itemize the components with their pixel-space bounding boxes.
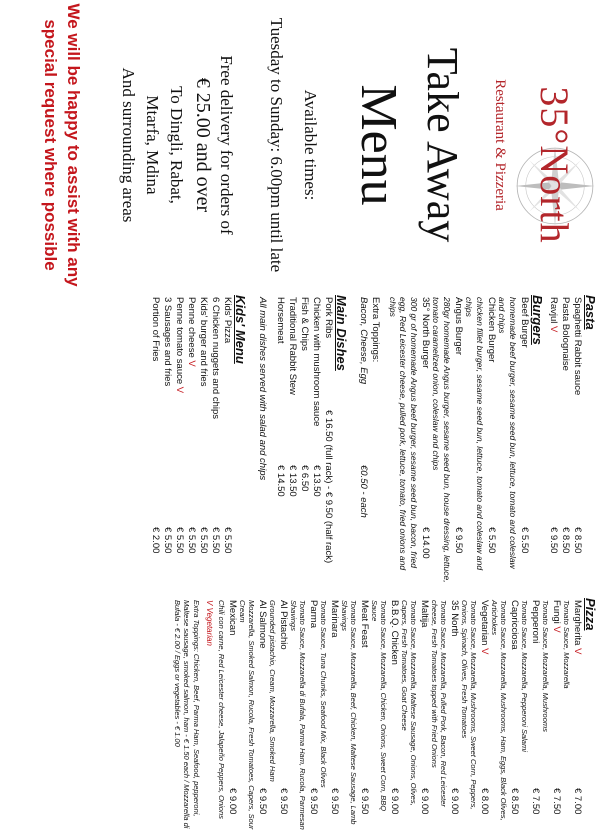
menu-item [547, 295, 559, 587]
item-description: Tomato Sauce, Tuna Chunks, Seafood Mix, Black Olives [319, 600, 328, 788]
item-name: Meat Feast [359, 600, 370, 648]
item-description: Tomato Sauce, Mozzarella, Chicken, Onions, Sweet Corn, BBQ Sauce [370, 600, 388, 812]
item-name: 35 North [449, 600, 460, 637]
take-away-heading: Take Away [418, 47, 467, 243]
pizza-list [217, 598, 583, 835]
opening-days: Tuesday to Sunday: 6.00pm until late [267, 17, 286, 273]
item-price: € 9.00 [419, 788, 430, 815]
pizza-item [550, 598, 562, 835]
item-name: Spaghetti Rabbit sauce [572, 297, 583, 396]
item-price: € 14.00 [420, 527, 431, 559]
item-price: € 5.50 [174, 527, 186, 554]
menu-heading: Menu [350, 84, 407, 206]
item-price: € 6.50 [299, 465, 311, 492]
delivery-line: To Dingli, Rabat, [167, 86, 186, 204]
pizza-item [358, 598, 370, 835]
menu-item [186, 295, 198, 587]
item-name: Marinara [329, 600, 340, 638]
item-price: € 5.50 [222, 527, 234, 554]
pizza-item [328, 598, 340, 835]
assist-line: special request where possible [41, 19, 60, 271]
item-description: Tomato Sauce, Mozzarella, Mushrooms [541, 600, 550, 732]
main-dishes-title: Main Dishes [334, 295, 350, 371]
item-name: 6 Chicken nuggets and chips [210, 297, 222, 419]
item-price: € 9.50 [548, 527, 559, 554]
item-name: Parma [308, 600, 319, 628]
item-description: Mozzarella, Smoked Salmon, Rucola, Fresh Tomatoes, Capers, Sour Cream [238, 600, 256, 830]
item-price: € 13.50 [311, 465, 323, 497]
menu-item [150, 295, 162, 587]
item-name: Kids' burger and fries [198, 297, 210, 387]
item-name: Vegetarian [479, 600, 490, 646]
item-description: Tomato Sauce, Mozzarella, Mushrooms, Sweet Corn, Peppers, Onions, Spinach, Olives, Fresh Tomatoes [460, 600, 478, 810]
delivery-line: € 25.00 and over [192, 77, 214, 213]
menu-item [222, 295, 234, 587]
item-name: B.B.Q. Chicken [389, 600, 400, 665]
item-name: Horsemeat [275, 297, 287, 344]
pizza-item [277, 598, 289, 835]
item-price: € 7.50 [551, 788, 562, 815]
pizza-item [307, 598, 319, 835]
pizza-panel [0, 598, 600, 835]
extra-toppings-label: Extra Toppings: [370, 297, 382, 363]
item-price: € 9.50 [359, 788, 370, 815]
item-name: 3 Sausages and fries [162, 297, 174, 387]
extra-toppings-row [358, 295, 370, 587]
item-description: Chili con carne, Red Leicester cheese, Jalapeño Peppers, Onions [217, 600, 226, 819]
menu-item [485, 295, 497, 587]
item-price: € 8.50 [572, 527, 583, 554]
pizza-extra-toppings: Extra Toppings: Chicken, Beef, Parma Ham, Seafood, pepperoni, Maltese sausage, smoked salmon, ham - € 1.50 each / Mozzarella di Bufala - € 2.00 / Eggs or vegetables - € 1.00 [173, 600, 201, 829]
brand-subtitle: Restaurant & Pizzeria [492, 79, 508, 211]
menu-item [174, 295, 186, 587]
item-price: € 13.50 [287, 465, 299, 497]
menu-item [518, 295, 530, 587]
menu-item [571, 295, 583, 587]
item-description: Tomato Sauce, Mozzarella, Mushrooms, Ham, Eggs, Black Olives, Artichokes [490, 600, 508, 821]
item-name: 35° North Burger [420, 297, 431, 369]
item-description: chicken fillet burger, sesame seed bun, lettuce, tomato and coleslaw and chips [464, 297, 485, 571]
item-description: 300 gr of homemade Angus beef burger, sesame seed bun, bacon, fried egg, Red Leicester cheese, pulled pork, lettuce, tomato, fried onions and chips [388, 297, 419, 571]
item-price: € 9.00 [449, 788, 460, 815]
item-price: € 16.50 (full rack) - € 9.50 (half rack) [323, 410, 335, 564]
item-name: Margherita [572, 600, 583, 646]
item-description: Tomato Sauce, Mozzarella, Beef, Chicken, Maltese Sausage, Lamb Shavings [340, 600, 358, 825]
delivery-line: And surrounding areas [119, 67, 138, 223]
item-description: Tomato Sauce, Mozzarella, Pulled Pork, Bacon, Red Leicester cheese, Fresh Tomatoes topped with Fried Onions [430, 600, 448, 807]
menu-item [287, 295, 299, 587]
item-price: € 8.50 [560, 527, 571, 554]
pizza-item [448, 598, 460, 835]
item-description: 280gr homemade Angus burger, sesame seed bun, house dressing, lettuce, tomato caramelized onion, coleslaw and chips [431, 297, 452, 583]
item-name: Al Salmone [257, 600, 268, 649]
menu-item [419, 295, 431, 587]
delivery-line: Mtarfa, Mdina [143, 95, 162, 195]
item-price: € 9.50 [453, 527, 464, 554]
vegetarian-mark: V [548, 326, 559, 333]
brand-name: 35°North [532, 86, 577, 244]
item-name: Capricciosa [509, 600, 520, 650]
item-name: Fungi [551, 600, 562, 624]
item-name: Mexican [227, 600, 238, 636]
menu-item [559, 295, 571, 587]
vegetarian-mark: V [479, 648, 490, 655]
pizza-item [508, 598, 520, 835]
item-price: € 8.00 [479, 788, 490, 815]
special-request-note [39, 0, 85, 290]
pizza-title: Pizza [583, 598, 598, 631]
middle-menu-panel [0, 295, 600, 587]
pizza-item [571, 598, 583, 835]
item-description: Grounded pistachio, Cream, Mozzarella, Smoked Ham [268, 600, 277, 782]
pizza-item [478, 598, 490, 835]
menu-item [452, 295, 464, 587]
item-price: € 5.50 [162, 527, 174, 554]
menu-item [299, 295, 311, 587]
item-description: Tomato Sauce, Mozzarella di Bufala, Parma Ham, Rucola, Parmesan Shavings [289, 600, 307, 830]
item-name: Traditional Rabbit Stew [287, 297, 299, 395]
main-dishes-note: All main dishes served with salad and chips [257, 297, 269, 481]
menu-item [275, 295, 287, 587]
menu-item [162, 295, 174, 587]
item-price: € 9.50 [308, 788, 319, 815]
item-price: € 7.50 [530, 788, 541, 815]
item-description: Tomato Sauce, Mozzarella, Maltese Sausage, Onions, Olives, Capers, Fresh Tomatoes, Goat Cheese [400, 600, 418, 806]
item-price: € 8.50 [509, 788, 520, 815]
kids-menu-title: Kids' Menu [233, 295, 249, 364]
extra-toppings-items: Bacon, Cheese, Egg [358, 297, 370, 385]
item-price: € 14.50 [275, 465, 287, 497]
item-description: homemade beef burger, sesame seed bun, lettuce, tomato and coleslaw and chips [497, 297, 518, 569]
item-name: Beef Burger [519, 297, 530, 348]
item-price: € 5.50 [210, 527, 222, 554]
cover-panel [0, 0, 600, 290]
item-price: € 2.00 [150, 527, 162, 554]
item-description: Tomato Sauce, Mozzarella [562, 600, 571, 689]
menu-item [210, 295, 222, 587]
item-price: € 9.00 [227, 788, 238, 815]
vegetarian-key: V Vegetarian [205, 600, 214, 646]
item-price: € 5.50 [198, 527, 210, 554]
item-name: Angus Burger [453, 297, 464, 356]
delivery-line: Free delivery for orders of [217, 55, 236, 235]
menu-item [198, 295, 210, 587]
item-name: Pepperoni [530, 600, 541, 644]
vegetarian-mark: V [551, 626, 562, 633]
item-price: € 5.50 [186, 527, 198, 554]
item-price: € 7.00 [572, 788, 583, 815]
item-name: Maltija [419, 600, 430, 628]
menu-item [323, 295, 335, 587]
item-name: Penne tomato sauce [174, 297, 186, 385]
item-name: Ravjul [548, 297, 559, 324]
item-name: Chicken Burger [486, 297, 497, 363]
item-name: Al Pistachio [278, 600, 289, 650]
item-price: € 9.50 [329, 788, 340, 815]
menu-item [311, 295, 323, 587]
item-name: Fish & Chips [299, 297, 311, 351]
pizza-item [529, 598, 541, 835]
extra-toppings-price: €0.50 - each [358, 465, 370, 518]
item-name: Pasta Bolognaise [560, 297, 571, 371]
pizza-item [256, 598, 268, 835]
vegetarian-mark: V [174, 386, 186, 394]
item-name: Chicken with mushroom sauce [311, 297, 323, 427]
item-name: Pork Ribs [323, 297, 335, 339]
assist-line: We will be happy to assist with any [64, 3, 83, 287]
pizza-item [388, 598, 400, 835]
burgers-title: Burgers [530, 295, 545, 345]
logo [520, 55, 590, 275]
item-name: Penne cheese [186, 297, 198, 358]
item-price: € 5.50 [486, 527, 497, 554]
item-name: Portion of Fries [150, 297, 162, 362]
pizza-item [226, 598, 238, 835]
pasta-title: Pasta [583, 295, 598, 330]
vegetarian-mark: V [186, 360, 198, 367]
item-name: Kids' Pizza [222, 297, 234, 344]
item-price: € 9.00 [389, 788, 400, 815]
item-price: € 9.50 [257, 788, 268, 815]
pizza-item [418, 598, 430, 835]
available-times-label: Available times: [301, 89, 320, 201]
item-price: € 9.50 [278, 788, 289, 815]
vegetarian-mark: V [572, 648, 583, 655]
item-price: € 5.50 [519, 527, 530, 554]
item-description: Tomato Sauce, Mozzarella, Pepperoni Salami [520, 600, 529, 752]
